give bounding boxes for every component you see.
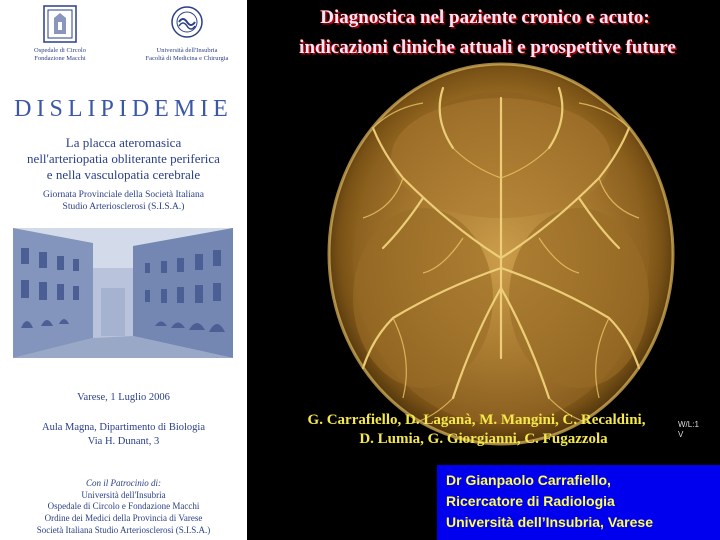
hospital-logo xyxy=(1,4,119,63)
patronage-heading: Con il Patrocinio di: xyxy=(86,478,161,488)
brochure-panel xyxy=(0,0,247,540)
street-photo xyxy=(13,228,233,358)
hospital-name-line2: Fondazione Macchi xyxy=(34,55,86,62)
presenter-role: Ricercatore di Radiologia xyxy=(446,493,615,509)
university-logo xyxy=(128,4,246,63)
presenter-name: Dr Gianpaolo Carrafiello, xyxy=(446,472,611,488)
hospital-name-line1: Ospedale di Circolo xyxy=(34,47,86,54)
patron-line: Università dell'Insubria xyxy=(81,490,166,500)
brain-angiography-scan xyxy=(303,58,699,450)
slide-title-line1: Diagnostica nel paziente cronico e acuto: xyxy=(320,7,650,28)
slide-title-line2: indicazioni cliniche attuali e prospettive future xyxy=(299,37,676,58)
subtitle-line: nell'arteriopatia obliterante periferica xyxy=(27,151,220,166)
patron-line: Società Italiana Studio Arteriosclerosi (S.I.S.A.) xyxy=(36,525,211,535)
patron-line: Ospedale di Circolo e Fondazione Macchi xyxy=(47,501,200,511)
authors-line1: G. Carrafiello, D. Laganà, M. Mangini, C. Recaldini, xyxy=(307,412,646,428)
event-line: Giornata Provinciale della Società Italiana xyxy=(43,190,204,200)
event-date: Varese, 1 Luglio 2006 xyxy=(77,392,170,403)
brochure-title: DISLIPIDEMIE xyxy=(14,96,233,122)
scan-label-line2: V xyxy=(678,430,684,439)
hospital-crest-icon xyxy=(42,4,78,44)
scan-label-line1: W/L:1 xyxy=(678,420,699,429)
presenter-affiliation: Università dell’Insubria, Varese xyxy=(446,514,653,530)
venue-line: Aula Magna, Dipartimento di Biologia xyxy=(41,422,205,433)
university-seal-icon xyxy=(169,4,205,44)
event-line: Studio Arteriosclerosi (S.I.S.A.) xyxy=(62,202,185,212)
patron-line: Ordine dei Medici della Provincia di Varese xyxy=(44,513,203,523)
university-name-line1: Università dell'Insubria xyxy=(156,47,218,54)
subtitle-line: e nella vasculopatia cerebrale xyxy=(46,167,201,182)
subtitle-line: La placca ateromasica xyxy=(65,135,182,150)
university-name-line2: Facoltà di Medicina e Chirurgia xyxy=(145,55,229,62)
authors-line2: D. Lumia, G. Giorgianni, C. Fugazzola xyxy=(359,431,608,447)
venue-line: Via H. Dunant, 3 xyxy=(87,436,160,447)
presenter-box xyxy=(437,465,720,540)
